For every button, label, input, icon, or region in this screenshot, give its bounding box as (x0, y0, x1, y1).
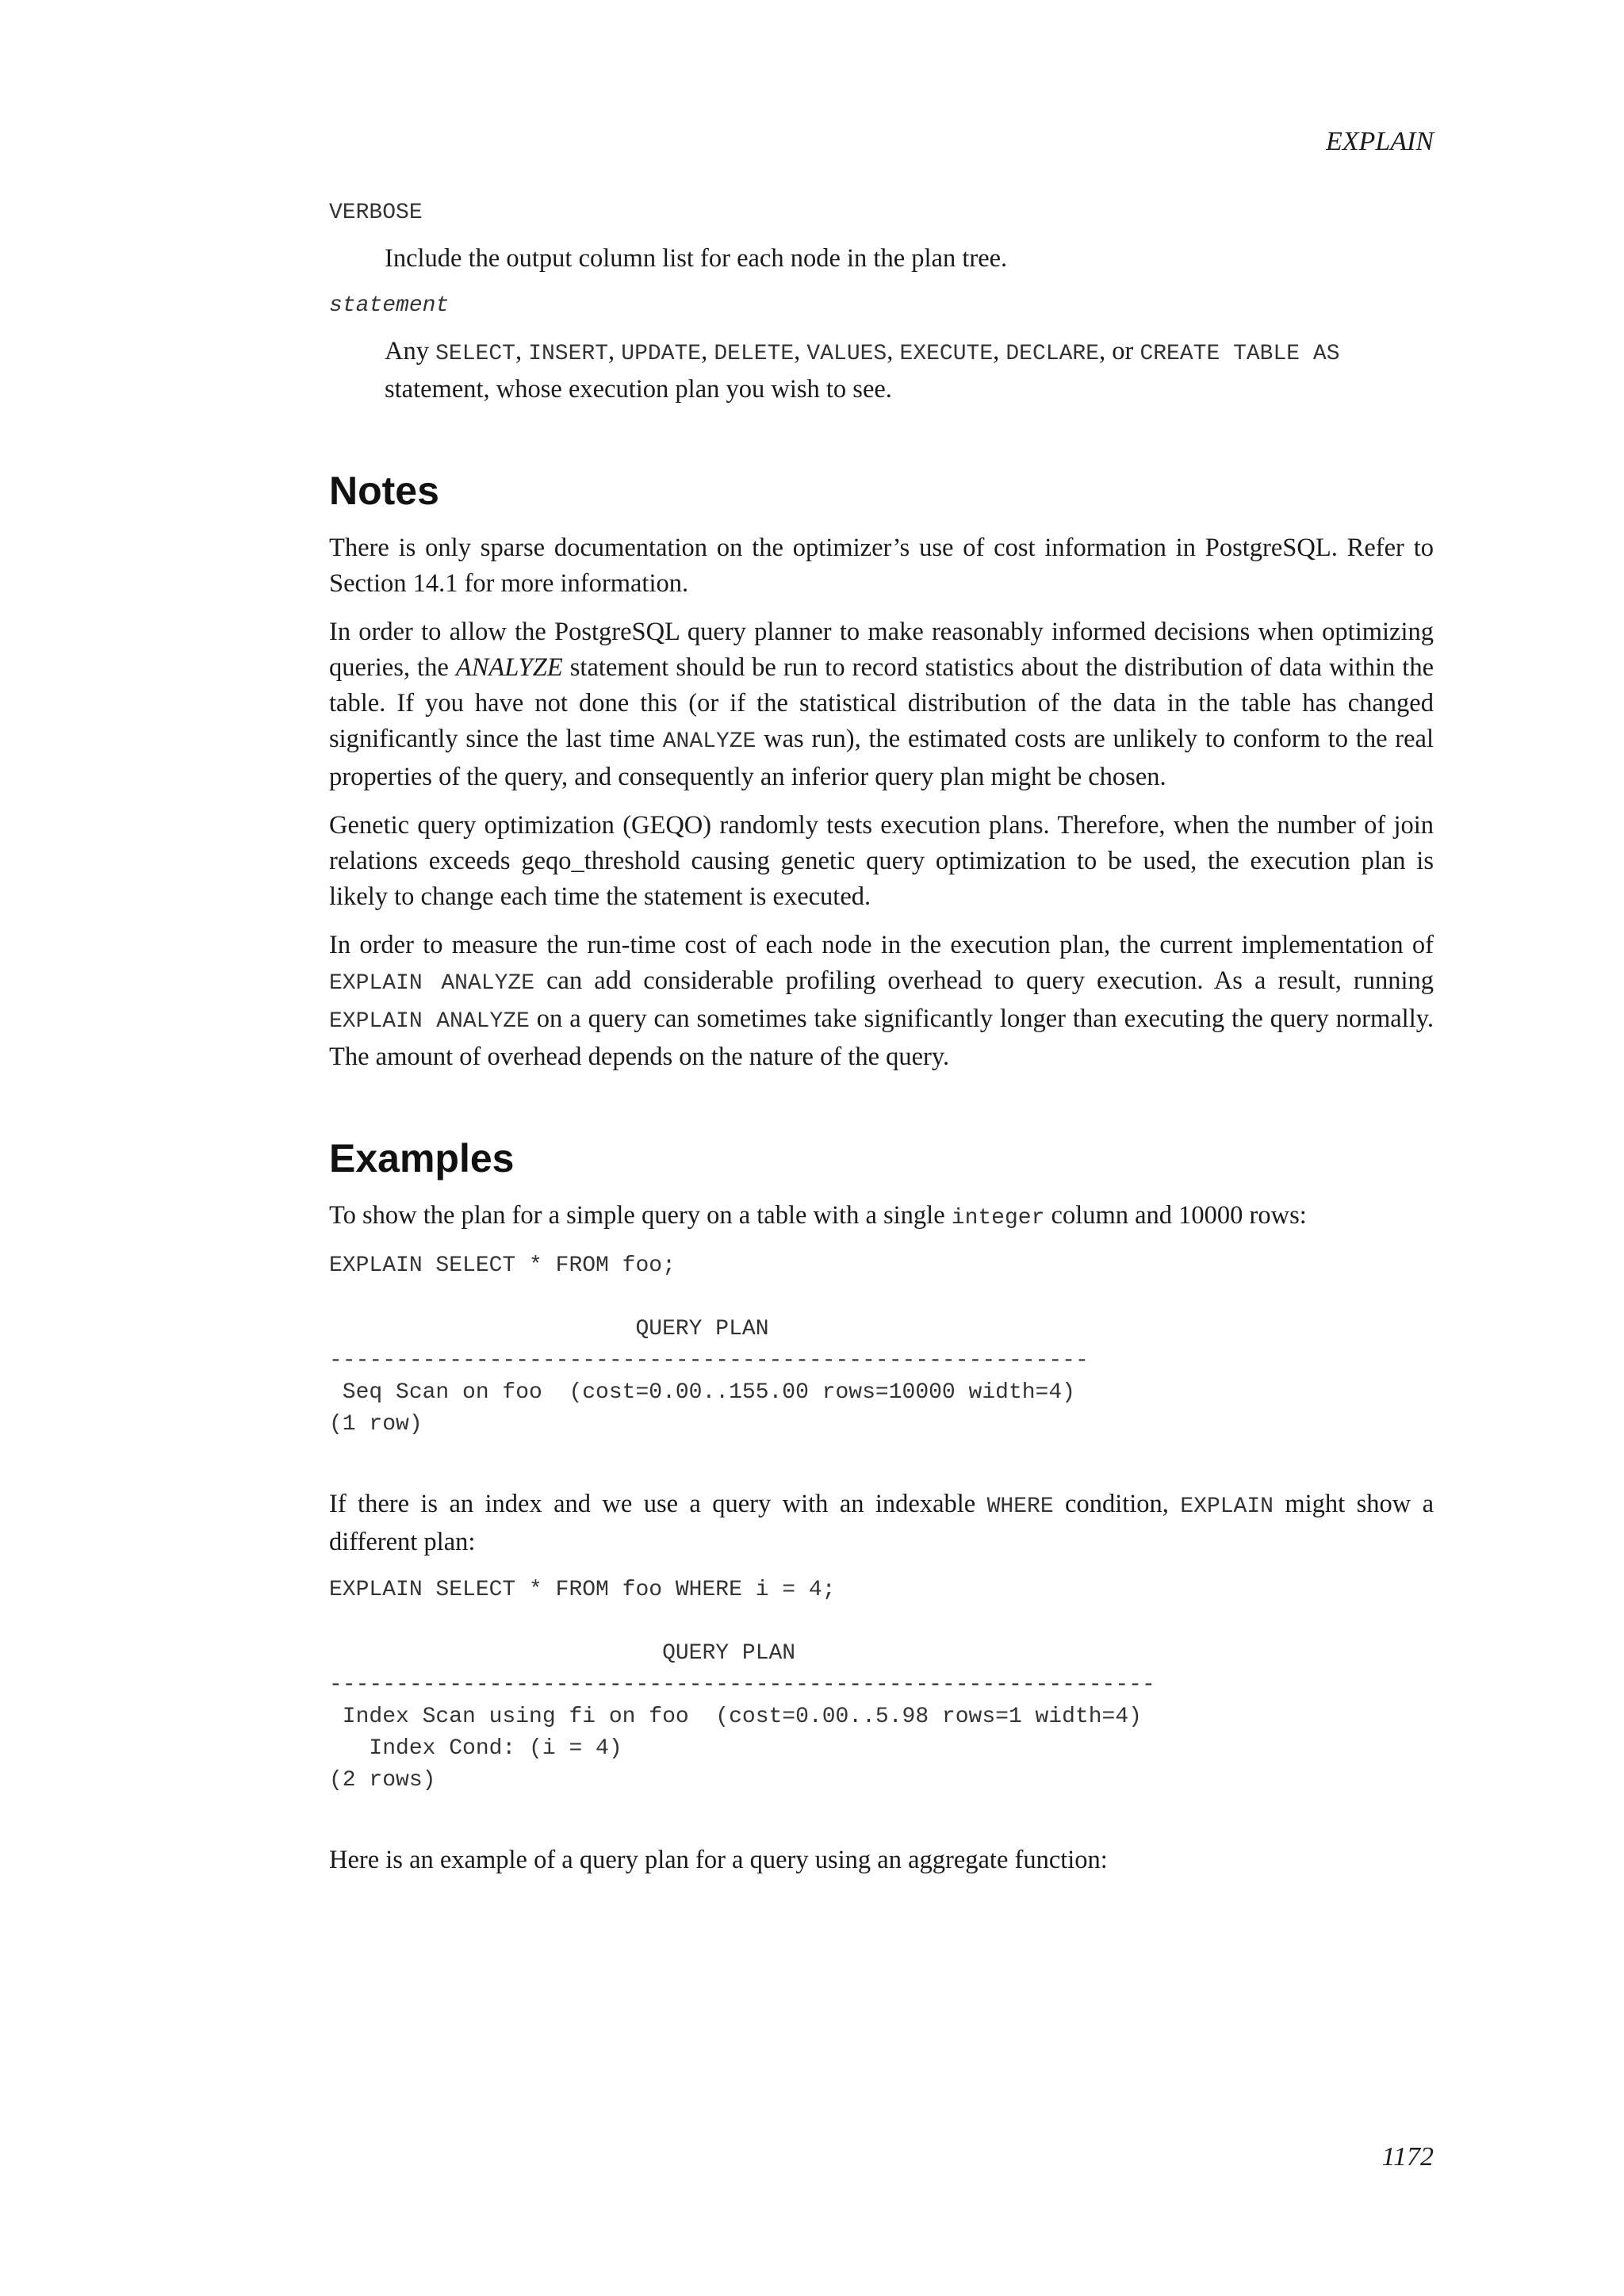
inline-code: EXPLAIN ANALYZE (329, 1009, 530, 1034)
notes-paragraph-1: There is only sparse documentation on the optimizer’s use of cost information in PostgreSQL. Refer to Section 14.1 for more information. (329, 534, 1434, 598)
running-head: EXPLAIN (1326, 127, 1434, 156)
param-def-verbose (385, 241, 1434, 277)
section-heading-examples: Examples (329, 1136, 515, 1181)
notes-paragraph-3: Genetic query optimization (GEQO) randomly tests execution plans. Therefore, when the number of join relations exceeds geqo_threshold causing genetic query optimization to be used, the execution plan is likely to change each time the statement is executed. (329, 811, 1434, 911)
sql-keyword: EXECUTE (899, 342, 994, 366)
section-heading-notes: Notes (329, 469, 439, 513)
sql-keyword: UPDATE (621, 342, 702, 366)
sql-keyword: VALUES (806, 342, 887, 366)
param-term-verbose: VERBOSE (329, 201, 423, 225)
param-def-statement (385, 334, 1434, 408)
inline-code: WHERE (986, 1494, 1054, 1519)
notes-paragraph-4: In order to measure the run-time cost of each node in the execution plan, the current implementation of EXPLAIN ANALYZE can add considerable profiling overhead to query execution. As a result, running EXPLAIN ANALYZE on a query can sometimes take significantly longer than executing the query normally. The amount of overhead depends on the nature of the query. (329, 931, 1434, 1071)
param-description: Any SELECT, INSERT, UPDATE, DELETE, VALUES, EXECUTE, DECLARE, or CREATE TABLE AS statement, whose execution plan you wish to see. (385, 337, 1340, 404)
sql-keyword: DELETE (714, 342, 795, 366)
code-block-index-scan: EXPLAIN SELECT * FROM foo WHERE i = 4; QUERY PLAN -------------------------------------------------------------- Index Scan using fi on foo (cost=0.00..5.98 rows=1 width=4) Index Cond: (i = 4) (2 rows) (329, 1578, 1155, 1793)
inline-code: ANALYZE (662, 729, 756, 754)
param-term-statement: statement (329, 293, 450, 318)
inline-code: EXPLAIN ANALYZE (329, 971, 534, 996)
sql-keyword: INSERT (528, 342, 609, 366)
emphasis-analyze: ANALYZE (455, 653, 563, 682)
code-block-seq-scan: EXPLAIN SELECT * FROM foo; QUERY PLAN --------------------------------------------------------- Seq Scan on foo (cost=0.00..155.00 rows=10000 width=4) (1 row) (329, 1253, 1089, 1437)
inline-code: EXPLAIN (1180, 1494, 1274, 1519)
page-content (329, 200, 1434, 1891)
param-description: Include the output column list for each node in the plan tree. (385, 244, 1008, 273)
examples-intro-3: Here is an example of a query plan for a query using an aggregate function: (329, 1846, 1108, 1874)
inline-code: integer (951, 1206, 1045, 1230)
page-number: 1172 (1381, 2142, 1434, 2172)
notes-paragraph-2: In order to allow the PostgreSQL query planner to make reasonably informed decisions when optimizing queries, the ANALYZE statement should be run to record statistics about the distribution of data within the table. If you have not done this (or if the statistical distribution of the data in the table has changed significantly since the last time ANALYZE was run), the estimated costs are unlikely to conform to the real properties of the query, and consequently an inferior query plan might be chosen. (329, 618, 1434, 791)
sql-keyword: DECLARE (1005, 342, 1099, 366)
sql-keyword: CREATE TABLE AS (1139, 342, 1340, 366)
examples-intro-2: If there is an index and we use a query with an indexable WHERE condition, EXPLAIN might show a different plan: (329, 1490, 1434, 1556)
examples-intro-1: To show the plan for a simple query on a table with a single integer column and 10000 rows: (329, 1201, 1307, 1230)
sql-keyword: SELECT (435, 342, 515, 366)
